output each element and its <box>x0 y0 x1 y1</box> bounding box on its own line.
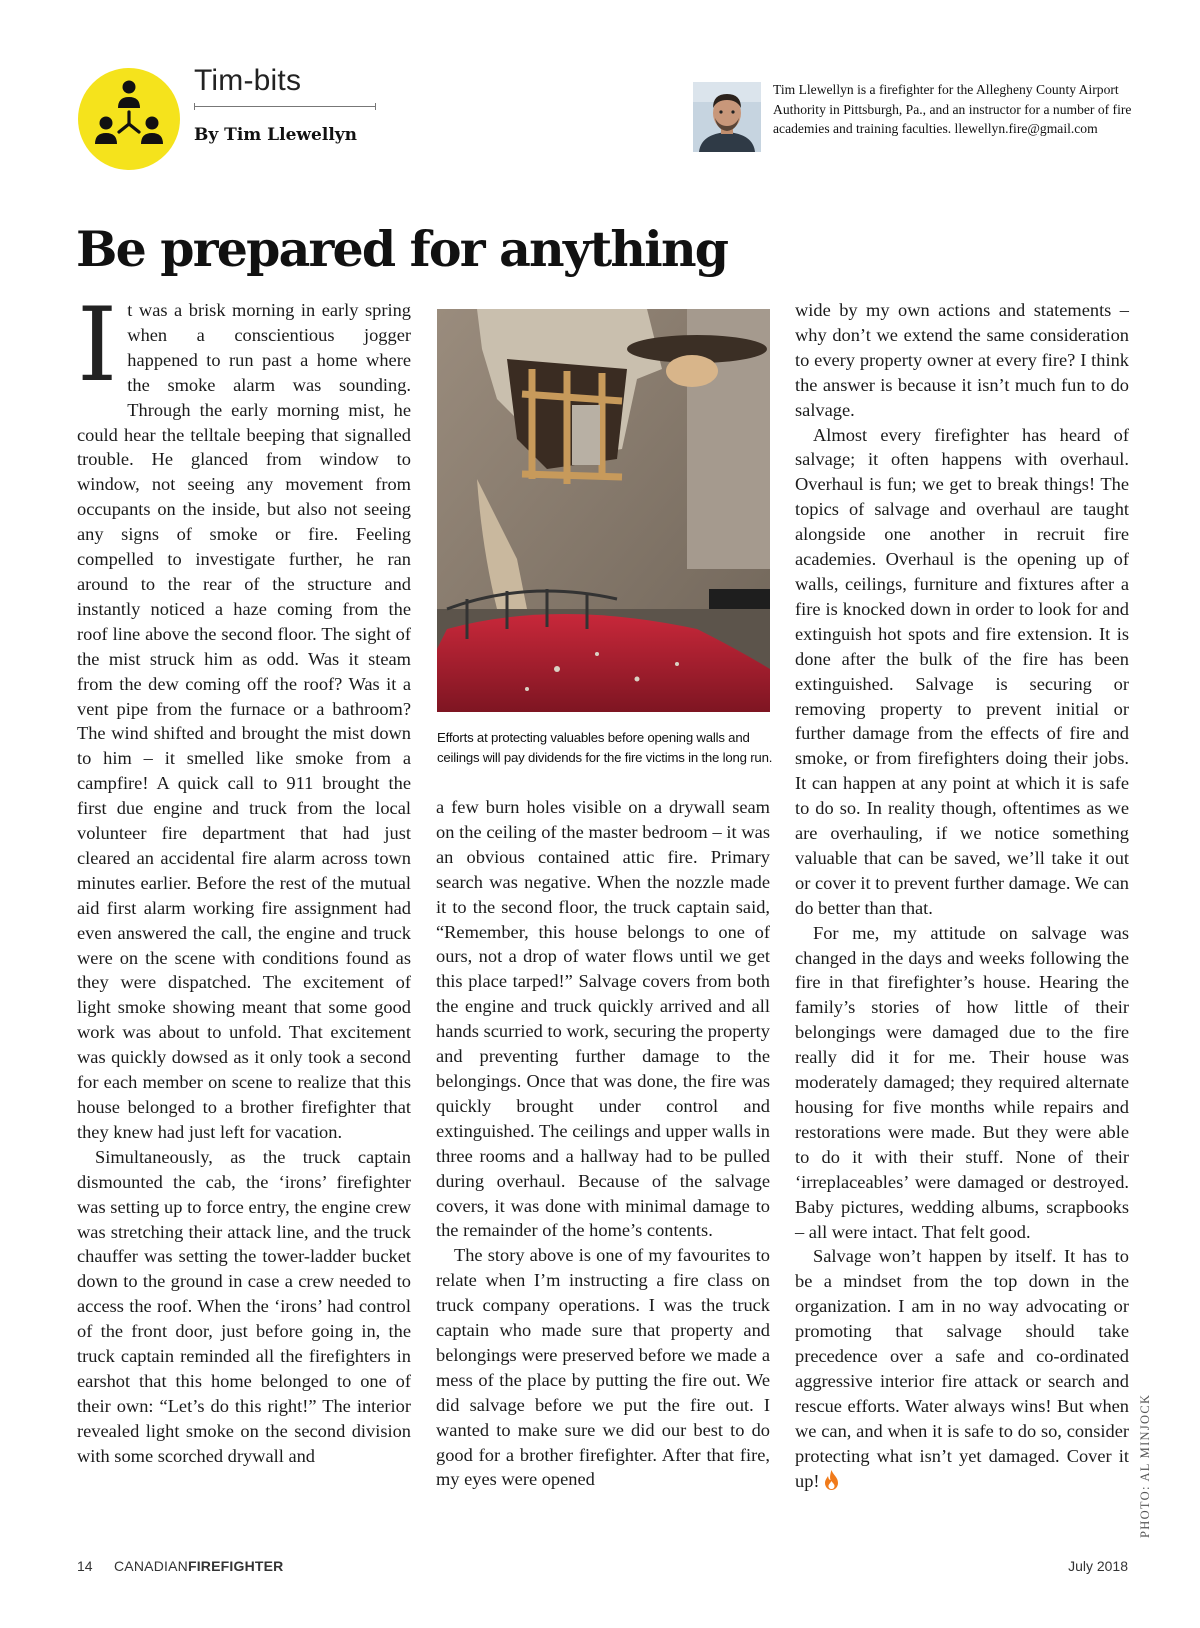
paragraph: wide by my own actions and statements – why don’t we extend the same consideration to every property owner at every fire? I think the answer is because it isn’t much fun to do salvage. <box>795 300 1129 420</box>
article-column-1 <box>77 286 411 1469</box>
article-column-2 <box>436 795 770 1492</box>
photo-credit: PHOTO: AL MINJOCK <box>1138 1393 1152 1538</box>
photo-caption: Efforts at protecting valuables before opening walls and ceilings will pay dividends for the fire victims in the long run. <box>437 730 773 765</box>
issue-date: July 2018 <box>1068 1558 1128 1574</box>
article-photo <box>437 309 770 712</box>
paragraph: Simultaneously, as the truck captain dismounted the cab, the ‘irons’ firefighter was setting up to force entry, the engine crew was stretching their attack line, and the truck chauffer was setting the tower-ladder bucket down to the ground in case a crew needed to access the roof. When the ‘irons’ had control of the front door, just before going in, the truck captain reminded all the firefighters in earshot that this home belonged to one of their own: “Let’s do this right!” The interior revealed light smoke on the second division with some scorched drywall and <box>77 1146 411 1466</box>
magazine-title: FIREFIGHTER <box>187 1558 284 1574</box>
paragraph: For me, my attitude on salvage was changed in the days and weeks following the fire in that firefighter’s house. Hearing the family’s stories of how little of their belongings were damaged due to the fire really did it for me. Their house was moderately damaged; they required alternate housing for five months while repairs and restorations were made. But they were able to do it with their stuff. None of their ‘irreplaceables’ were damaged or destroyed. Baby pictures, wedding albums, scrapbooks – all were intact. That felt good. <box>795 922 1129 1242</box>
paragraph <box>77 286 411 1145</box>
magazine-name <box>114 1558 283 1574</box>
article-column-3 <box>795 298 1129 1494</box>
department-title: Tim-bits <box>194 64 302 97</box>
department-rule <box>194 106 376 107</box>
department-logo <box>78 68 180 170</box>
byline: By Tim Llewellyn <box>194 125 358 145</box>
paragraph: Almost every firefighter has heard of salvage; it often happens with overhaul. Overhaul is fun; we get to break things! The topics of salvage and overhaul are taught alongside one another in recruit fire academies. Overhaul is the opening up of walls, ceilings, furniture and fixtures after a fire is knocked down in order to look for and extinguish hot spots and fire extension. It is done after the bulk of the fire has been extinguished. Salvage is securing or removing property to prevent initial or further damage from the effects of fire and smoke, or from firefighters doing their jobs. It can happen at any point at which it is safe to do so. In reality though, oftentimes as we are overhauling, if we notice something valuable that can be saved, we’ll take it out or cover it to prevent further damage. We can do better than that. <box>795 424 1129 918</box>
drop-cap: I <box>77 286 118 405</box>
team-hierarchy-icon <box>78 68 180 170</box>
flame-icon <box>824 1470 839 1490</box>
paragraph: The story above is one of my favourites to relate when I’m instructing a fire class on truck company operations. I was the truck captain who made sure that property and belongings were preserved before we made a mess of the place by putting the fire out. We did salvage before we put the fire out. I wanted to make sure we did our best to do good for a brother firefighter. After that fire, my eyes were opened <box>436 1245 770 1490</box>
author-bio: Tim Llewellyn is a firefighter for the Allegheny County Airport Authority in Pittsburgh, Pa., and an instructor for a number of fire academies and training faculties. llewellyn.fire@gmail.com <box>773 82 1132 136</box>
paragraph: a few burn holes visible on a drywall seam on the ceiling of the master bedroom – it was an obvious contained attic fire. Primary search was negative. When the nozzle made it to the second floor, the truck captain said, “Remember, this house belongs to one of ours, not a drop of water flows until we get this place tarped!” Salvage covers from both the engine and truck quickly arrived and all hands scurried to work, securing the property and preventing further damage to the belongings. Once that was done, the fire was quickly brought under control and extinguished. The ceilings and upper walls in three rooms and a hallway had to be pulled during overhaul. Because of the salvage covers, it was done with minimal damage to the remainder of the home’s contents. <box>436 797 770 1241</box>
paragraph <box>795 1244 1129 1493</box>
paragraph-text: Salvage won’t happen by itself. It has to be a mindset from the top down in the organization. I am in no way advocating or promoting that salvage should take precedence over a safe and co-ordinated aggressive interior fire attack or search and rescue efforts. Water always wins! But when we can, and when it is safe to do so, consider protecting what isn’t yet damaged. Cover it up! <box>795 1246 1129 1491</box>
magazine-prefix: CANADIAN <box>114 1558 188 1574</box>
page-number: 14 <box>77 1558 93 1574</box>
author-headshot <box>693 82 761 152</box>
headline: Be prepared for anything <box>76 220 728 278</box>
paragraph-text: t was a brisk morning in early spring when a conscientious jogger happened to run past a home where the smoke alarm was sounding. Through the early morning mist, he could hear the telltale beeping that signalled trouble. He glanced from window to window, not seeing any movement from occupants on the inside, but also not seeing any signs of smoke or fire. Feeling compelled to investigate further, he ran around to the rear of the structure and instantly noticed a haze coming from the roof line above the second floor. The sight of the mist struck him as odd. Was it steam from the dew coming off the roof? Was it a vent pipe from the furnace or a bathroom? The wind shifted and brought the mist down to him – it smelled like smoke from a campfire! A quick call to 911 brought the first due engine and truck from the local volunteer fire department that had just cleared an accidental fire alarm across town minutes earlier. Before the rest of the mutual aid first alarm working fire assignment had even answered the call, the engine and truck were on the scene with conditions found as they were dispatched. The excitement of light smoke showing meant that some good work was about to unfold. That excitement was quickly dowsed as it only took a second for each member on scene to realize that this house belonged to a brother firefighter that they knew had just left for vacation. <box>77 300 411 1142</box>
